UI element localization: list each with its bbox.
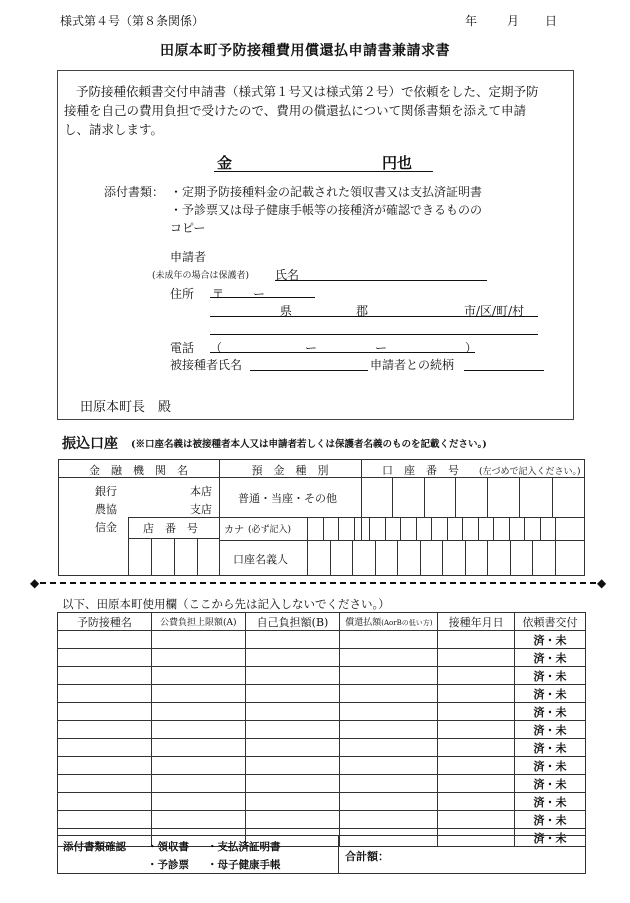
relation-field[interactable] bbox=[464, 370, 544, 371]
char-cell-divider bbox=[307, 540, 308, 576]
table-row bbox=[58, 811, 586, 829]
char-cell-divider bbox=[524, 517, 525, 540]
char-cell-divider bbox=[397, 540, 398, 576]
table-cell[interactable] bbox=[340, 739, 438, 757]
table-cell[interactable] bbox=[438, 721, 515, 739]
table-row bbox=[58, 631, 586, 649]
delivery-status[interactable]: 済・未 bbox=[515, 631, 586, 649]
table-cell[interactable] bbox=[245, 721, 340, 739]
branch-digit-div-3 bbox=[197, 538, 198, 576]
amount-suffix: 円也 bbox=[382, 154, 413, 172]
char-cell-divider bbox=[420, 540, 421, 576]
char-cell-divider bbox=[431, 517, 432, 540]
table-cell[interactable] bbox=[58, 793, 152, 811]
table-cell[interactable] bbox=[245, 685, 340, 703]
table-cell[interactable] bbox=[340, 631, 438, 649]
table-cell[interactable] bbox=[438, 793, 515, 811]
char-cell-divider bbox=[338, 517, 339, 540]
table-cell[interactable] bbox=[438, 631, 515, 649]
table-cell[interactable] bbox=[151, 685, 245, 703]
col-date: 接種年月日 bbox=[438, 613, 515, 631]
char-cell-divider bbox=[555, 540, 556, 576]
phone-dash-2: ー bbox=[375, 341, 388, 355]
table-cell[interactable] bbox=[340, 667, 438, 685]
table-cell[interactable] bbox=[245, 793, 340, 811]
account-number-header: 口 座 番 号 bbox=[382, 464, 459, 477]
table-cell[interactable] bbox=[245, 667, 340, 685]
bank-option[interactable]: 銀行 bbox=[95, 485, 117, 498]
table-cell[interactable] bbox=[151, 649, 245, 667]
branch-digit-div-2 bbox=[174, 538, 175, 576]
col-refund-note: (AorBの低い方) bbox=[381, 619, 433, 627]
table-cell[interactable] bbox=[151, 667, 245, 685]
char-cell-divider bbox=[307, 517, 308, 540]
kana-row-top bbox=[219, 517, 585, 518]
table-cell[interactable] bbox=[151, 757, 245, 775]
vaccinee-field[interactable] bbox=[250, 370, 368, 371]
acct-digit-div-1 bbox=[392, 477, 393, 517]
attachment-item-2b: コピー bbox=[170, 221, 206, 235]
delivery-status[interactable]: 済・未 bbox=[515, 793, 586, 811]
address-line-2[interactable] bbox=[210, 334, 538, 335]
address-line-1[interactable] bbox=[210, 316, 538, 317]
col-refund bbox=[340, 613, 438, 631]
amount-prefix: 金 bbox=[217, 154, 233, 172]
acct-digit-div-4 bbox=[487, 477, 488, 517]
postal-dash: ー bbox=[253, 287, 266, 301]
acct-digit-div-3 bbox=[455, 477, 456, 517]
guardian-note: (未成年の場合は保護者) bbox=[152, 271, 250, 281]
name-field[interactable] bbox=[275, 280, 487, 281]
delivery-status[interactable]: 済・未 bbox=[515, 775, 586, 793]
table-row bbox=[58, 685, 586, 703]
table-cell[interactable] bbox=[151, 793, 245, 811]
table-row bbox=[58, 667, 586, 685]
table-row bbox=[58, 649, 586, 667]
table-cell[interactable] bbox=[58, 739, 152, 757]
table-cell[interactable] bbox=[151, 739, 245, 757]
acct-digit-div-5 bbox=[519, 477, 520, 517]
addressee: 田原本町長 殿 bbox=[80, 400, 172, 415]
attachment-item-2: ・予診票又は母子健康手帳等の接種済が確認できるものの bbox=[170, 203, 483, 217]
table-cell[interactable] bbox=[58, 631, 152, 649]
attachment-item-1: ・定期予防接種料金の記載された領収書又は支払済証明書 bbox=[170, 185, 483, 199]
credit-option[interactable]: 信金 bbox=[95, 521, 117, 534]
separator-right-arrow: ◆ bbox=[597, 576, 607, 590]
char-cell-divider bbox=[447, 517, 448, 540]
agri-option[interactable]: 農協 bbox=[95, 503, 117, 516]
date-year-label: 年 bbox=[465, 14, 478, 28]
account-holder-label: 口座名義人 bbox=[233, 553, 288, 566]
phone-dash-1: ー bbox=[305, 341, 318, 355]
delivery-status[interactable]: 済・未 bbox=[515, 703, 586, 721]
office-use-table bbox=[57, 612, 586, 847]
char-cell-divider bbox=[510, 540, 511, 576]
institution-header: 金 融 機 関 名 bbox=[89, 464, 188, 477]
kana-label: カナ bbox=[224, 525, 244, 536]
table-cell[interactable] bbox=[245, 757, 340, 775]
table-cell[interactable] bbox=[245, 703, 340, 721]
table-cell[interactable] bbox=[245, 739, 340, 757]
table-cell[interactable] bbox=[340, 649, 438, 667]
phone-label: 電話 bbox=[170, 341, 195, 355]
table-cell[interactable] bbox=[58, 685, 152, 703]
table-cell[interactable] bbox=[438, 775, 515, 793]
char-cell-divider bbox=[442, 540, 443, 576]
prefecture-label: 県 bbox=[280, 304, 293, 318]
deposit-type-header: 預 金 種 別 bbox=[251, 464, 329, 477]
phone-close: ） bbox=[465, 341, 478, 355]
form-number: 様式第４号（第８条関係） bbox=[60, 14, 205, 28]
char-cell-divider bbox=[465, 540, 466, 576]
table-cell[interactable] bbox=[438, 739, 515, 757]
delivery-status[interactable]: 済・未 bbox=[515, 829, 586, 847]
table-cell[interactable] bbox=[245, 631, 340, 649]
vaccinee-label: 被接種者氏名 bbox=[170, 358, 243, 372]
col-vaccine: 予防接種名 bbox=[58, 613, 152, 631]
col-refund-label: 償還払額 bbox=[345, 618, 382, 628]
table-cell[interactable] bbox=[58, 703, 152, 721]
bank-col-divider-2 bbox=[361, 459, 362, 540]
table-cell[interactable] bbox=[245, 775, 340, 793]
attachment-check-label: 添付書類確認 bbox=[63, 841, 126, 853]
char-cell-divider bbox=[509, 517, 510, 540]
office-rows bbox=[58, 631, 586, 847]
amount-underline[interactable] bbox=[214, 171, 433, 172]
table-cell[interactable] bbox=[151, 811, 245, 829]
check-questionnaire[interactable]: ・予診票 bbox=[147, 859, 189, 871]
table-cell[interactable] bbox=[58, 649, 152, 667]
col-public-limit: 公費負担上限額(A) bbox=[151, 613, 245, 631]
table-cell[interactable] bbox=[245, 811, 340, 829]
check-receipt[interactable]: ・領収書 bbox=[147, 841, 189, 853]
branch-digit-div-1 bbox=[151, 538, 152, 576]
table-cell[interactable] bbox=[151, 775, 245, 793]
char-cell-divider bbox=[555, 517, 556, 540]
table-cell[interactable] bbox=[58, 667, 152, 685]
deposit-type-options[interactable]: 普通・当座・その他 bbox=[238, 492, 337, 505]
char-cell-divider bbox=[416, 517, 417, 540]
table-cell[interactable] bbox=[151, 721, 245, 739]
table-cell[interactable] bbox=[340, 703, 438, 721]
table-cell[interactable] bbox=[438, 649, 515, 667]
table-cell[interactable] bbox=[151, 703, 245, 721]
char-cell-divider bbox=[478, 517, 479, 540]
col-self-pay: 自己負担額(B) bbox=[245, 613, 340, 631]
document-title: 田原本町予防接種費用償還払申請書兼請求書 bbox=[160, 43, 450, 59]
char-cell-divider bbox=[462, 517, 463, 540]
branch-option[interactable]: 支店 bbox=[190, 503, 212, 516]
table-cell[interactable] bbox=[438, 703, 515, 721]
table-row bbox=[58, 721, 586, 739]
county-label: 郡 bbox=[356, 304, 369, 318]
intro-line-1: 予防接種依頼書交付申請書（様式第１号又は様式第２号）で依頼をした、定期予防 bbox=[76, 84, 539, 99]
table-cell[interactable] bbox=[438, 757, 515, 775]
postal-mark: 〒 bbox=[212, 287, 225, 301]
check-payment-cert[interactable]: ・支払済証明書 bbox=[207, 841, 281, 853]
intro-line-2: 接種を自己の費用負担で受けたので、費用の償還払について関係書類を添えて申請 bbox=[64, 103, 527, 118]
char-cell-divider bbox=[369, 517, 370, 540]
delivery-status[interactable]: 済・未 bbox=[515, 811, 586, 829]
table-cell[interactable] bbox=[151, 631, 245, 649]
phone-field[interactable] bbox=[210, 352, 475, 353]
acct-digit-div-2 bbox=[424, 477, 425, 517]
char-cell-divider bbox=[354, 517, 355, 540]
table-cell[interactable] bbox=[58, 775, 152, 793]
char-cell-divider bbox=[540, 517, 541, 540]
delivery-status[interactable]: 済・未 bbox=[515, 757, 586, 775]
table-cell[interactable] bbox=[58, 721, 152, 739]
intro-line-3: し、請求します。 bbox=[64, 122, 164, 137]
table-cell[interactable] bbox=[340, 685, 438, 703]
char-cell-divider bbox=[330, 540, 331, 576]
branch-no-left bbox=[128, 517, 129, 576]
table-row bbox=[58, 757, 586, 775]
char-cell-divider bbox=[323, 517, 324, 540]
col-delivery: 依頼書交付 bbox=[515, 613, 586, 631]
table-row bbox=[58, 739, 586, 757]
total-label: 合計額： bbox=[345, 850, 389, 863]
delivery-status[interactable]: 済・未 bbox=[515, 649, 586, 667]
table-cell[interactable] bbox=[58, 811, 152, 829]
acct-digit-div-6 bbox=[552, 477, 553, 517]
table-cell[interactable] bbox=[245, 649, 340, 667]
char-cell-divider bbox=[532, 540, 533, 576]
table-cell[interactable] bbox=[340, 793, 438, 811]
char-cell-divider bbox=[487, 540, 488, 576]
name-label: 氏名 bbox=[275, 268, 300, 282]
footer-divider bbox=[338, 835, 339, 874]
city-label: 市/区/町/村 bbox=[464, 304, 525, 318]
table-row bbox=[58, 793, 586, 811]
table-cell[interactable] bbox=[340, 811, 438, 829]
office-table-header bbox=[58, 613, 586, 631]
char-cell-divider bbox=[385, 517, 386, 540]
char-cell-divider bbox=[375, 540, 376, 576]
date-month-label: 月 bbox=[507, 14, 520, 28]
relation-label: 申請者との続柄 bbox=[370, 358, 455, 372]
table-cell[interactable] bbox=[58, 757, 152, 775]
address-label: 住所 bbox=[170, 287, 195, 301]
cut-line bbox=[40, 582, 596, 584]
kana-row-bottom bbox=[219, 540, 585, 541]
char-cell-divider bbox=[352, 540, 353, 576]
table-cell[interactable] bbox=[438, 811, 515, 829]
kana-note: (必ず記入) bbox=[248, 525, 292, 535]
delivery-status[interactable]: 済・未 bbox=[515, 685, 586, 703]
bank-section-note: (※口座名義は被接種者本人又は申請者若しくは保護者名義のものを記載ください。) bbox=[131, 439, 487, 450]
head-office-option[interactable]: 本店 bbox=[190, 485, 212, 498]
date-day-label: 日 bbox=[545, 14, 558, 28]
postal-code-field[interactable] bbox=[210, 297, 315, 298]
applicant-label: 申請者 bbox=[170, 250, 207, 264]
char-cell-divider bbox=[400, 517, 401, 540]
branch-number-label: 店 番 号 bbox=[143, 522, 198, 535]
table-row bbox=[58, 703, 586, 721]
table-cell[interactable] bbox=[340, 757, 438, 775]
check-handbook[interactable]: ・母子健康手帳 bbox=[207, 859, 281, 871]
account-number-note: (左づめで記入ください。) bbox=[479, 467, 581, 477]
delivery-status[interactable]: 済・未 bbox=[515, 721, 586, 739]
office-use-title: 以下、田原本町使用欄（ここから先は記入しないでください。） bbox=[62, 597, 390, 611]
separator-left-arrow: ◆ bbox=[30, 576, 40, 590]
delivery-status[interactable]: 済・未 bbox=[515, 667, 586, 685]
bank-section-title: 振込口座 bbox=[62, 436, 118, 452]
office-footer bbox=[57, 835, 586, 874]
phone-open: （ bbox=[210, 341, 223, 355]
table-cell[interactable] bbox=[340, 775, 438, 793]
table-cell[interactable] bbox=[438, 667, 515, 685]
attachment-label: 添付書類： bbox=[104, 185, 165, 199]
delivery-status[interactable]: 済・未 bbox=[515, 739, 586, 757]
branch-no-divider bbox=[128, 517, 219, 518]
char-cell-divider bbox=[493, 517, 494, 540]
table-cell[interactable] bbox=[340, 721, 438, 739]
table-cell[interactable] bbox=[438, 685, 515, 703]
table-row bbox=[58, 775, 586, 793]
